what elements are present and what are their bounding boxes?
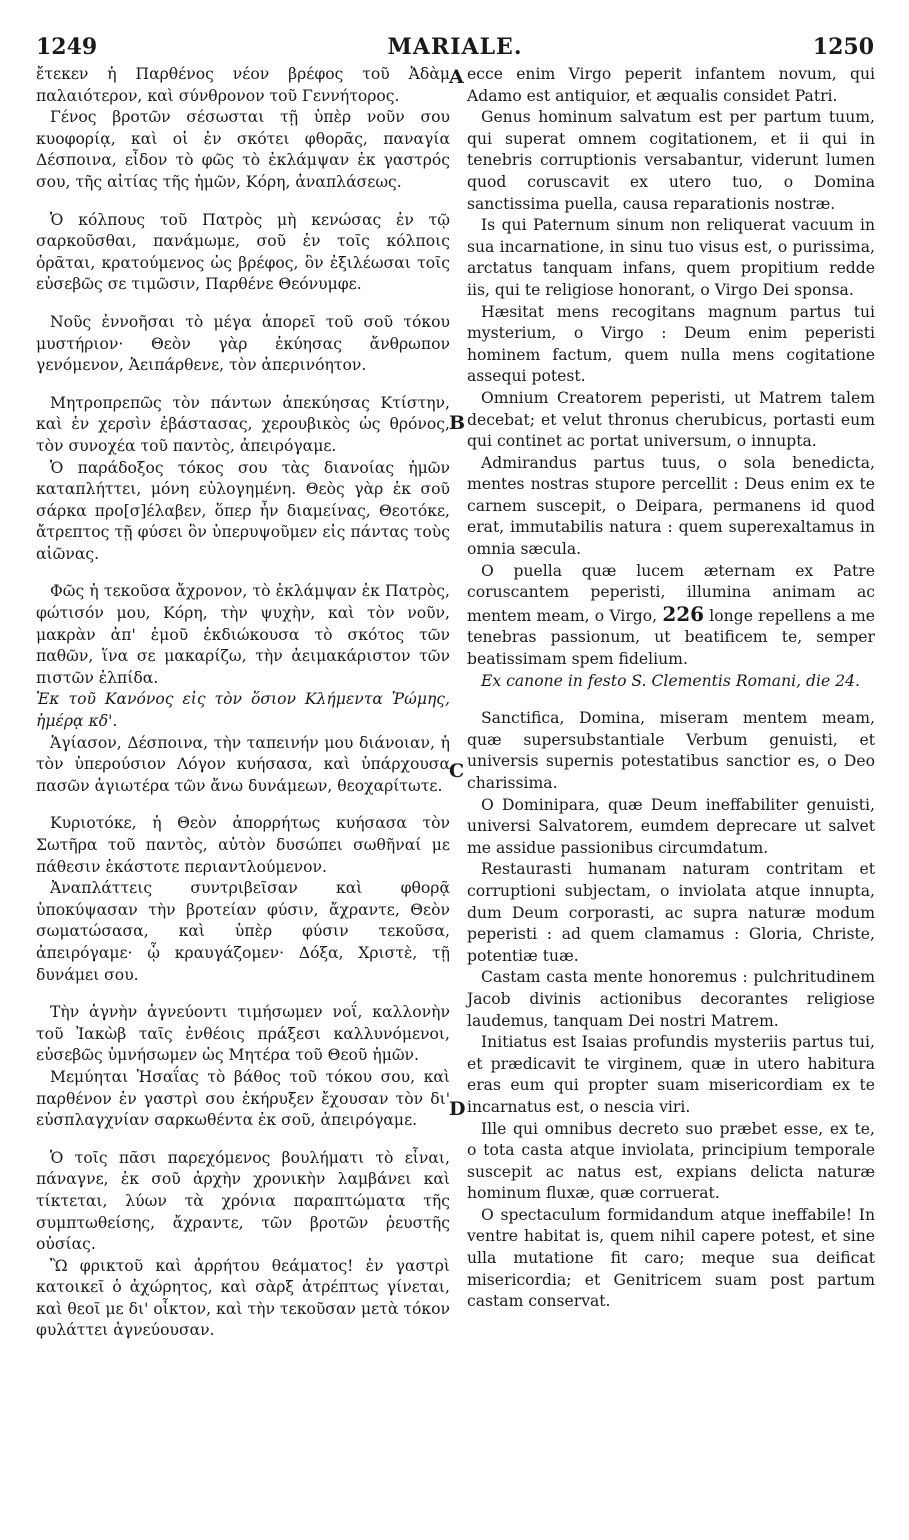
greek-paragraph: Νοῦς ἐννοῆσαι τὸ μέγα ἀπορεῖ τοῦ σοῦ τόκου μυστήριον· Θεὸν γὰρ ἐκύησας ἄνθρωπον γενόμενον, Ἀειπάρθενε, τὸν ἀπερινόητον. [36, 312, 450, 375]
margin-letter-a: A [449, 66, 464, 88]
latin-paragraph: Admirandus partus tuus, o sola benedicta, mentes nostras stupore percellit : Deus enim ex te carnem suscepit, o Deipara, permanens id quod erat, immutabilis natura : quem superexaltamus in omnia sæcula. [467, 453, 875, 559]
latin-paragraph: ecce enim Virgo peperit infantem novum, qui Adamo est antiquior, et æqualis considet Patri. [467, 65, 875, 105]
latin-paragraph-part: longe repellens a me tenebras passionum, ut beatificem te, semper beatissimam spem fidelium. [467, 606, 875, 669]
latin-paragraph: Ille qui omnibus decreto suo præbet esse, ex te, o tota casta atque inviolata, principium temporale suscepit ac natus est, expians delicta naturæ hominum fluxæ, quæ corruerat. [467, 1119, 875, 1203]
latin-paragraph: Genus hominum salvatum est per partum tuum, qui superat omnem cogitationem, et ii qui in tenebris corruptionis versabantur, viderunt lumen quod coruscavit ex utero tuo, o Domina sanctissima puella, causa reparationis nostræ. [467, 108, 875, 213]
greek-paragraph: Μητροπρεπῶς τὸν πάντων ἀπεκύησας Κτίστην, καὶ ἐν χερσὶν ἐβάστασας, χερουβικὸς ὡς θρόνος, τὸν συνοχέα τοῦ παντὸς, ἀπειρόγαμε. [36, 393, 450, 455]
right-page-number: 1250 [812, 34, 874, 60]
latin-paragraph: O spectaculum formidandum atque ineffabile! In ventre habitat is, quem nihil capere potest, et sine ulla mutatione fit caro; meque sua deificat misericordia; et Genitricem suam post partum castam conservat. [467, 1205, 875, 1311]
margin-letter-c: C [449, 760, 465, 782]
page-header [36, 34, 874, 64]
greek-paragraph: Ὢ φρικτοῦ καὶ ἀρρήτου θεάματος! ἐν γαστρὶ κατοικεῖ ὁ ἀχώρητος, καὶ σὰρξ ἀτρέπτως γίνεται, καὶ θεοῖ με δι' οἶκτον, καὶ τὴν τεκοῦσαν μετὰ τόκον φυλάττει ἁγνεύουσαν. [36, 1256, 450, 1340]
latin-paragraph-part: O puella quæ lucem æternam ex Patre coruscantem peperisti, illumina animam ac mentem meam, o Virgo, [467, 561, 875, 625]
running-title: MARIALE. [387, 34, 523, 60]
greek-paragraph: ἔτεκεν ἡ Παρθένος νέον βρέφος τοῦ Ἀδὰμ παλαιότερον, καὶ σύνθρονον τοῦ Γεννήτορος. [36, 65, 450, 105]
latin-column [467, 64, 875, 1313]
latin-paragraph: Omnium Creatorem peperisti, ut Matrem talem decebat; et velut thronus cherubicus, portasti eum qui continet ac portat universum, o innupta. [467, 388, 875, 451]
latin-paragraph: Sanctifica, Domina, miseram mentem meam, quæ supersubstantiale Verbum genuisti, et universis supernis potestatibus sanctior es, o Deo charissima. [467, 709, 875, 792]
greek-paragraph: Φῶς ἡ τεκοῦσα ἄχρονον, τὸ ἐκλάμψαν ἐκ Πατρὸς, φώτισόν μου, Κόρη, τὴν ψυχὴν, καὶ τὸν νοῦν, μακρὰν ἀπ' ἐμοῦ ἐκδιώκουσα τὸ σκότος τῶν παθῶν, ἵνα σε μακαρίζω, τὴν ἀειμακάριστον τῶν πιστῶν ἐλπίδα. [36, 582, 450, 687]
greek-paragraph: Γένος βροτῶν σέσωσται τῇ ὑπὲρ νοῦν σου κυοφορίᾳ, καὶ οἱ ἐν σκότει φθορᾶς, παναγία Δέσποινα, εἶδον τὸ φῶς τὸ ἐκλάμψαν ἐκ γαστρός σου, τῆς αἰτίας τῆς ἡμῶν, Κόρη, ἀναπλάσεως. [36, 108, 450, 191]
greek-paragraph: Ἁγίασον, Δέσποινα, τὴν ταπεινήν μου διάνοιαν, ἡ τὸν ὑπερούσιον Λόγον κυήσασα, καὶ ὑπάρχουσα πασῶν ἁγιωτέρα τῶν ἄνω δυνάμεων, θεοχαρίτωτε. [36, 733, 450, 795]
greek-paragraph: Τὴν ἁγνὴν ἁγνεύοντι τιμήσωμεν νοΐ, καλλονὴν τοῦ Ἰακὼβ ταῖς ἐνθέοις πράξεσι καλλυνόμενοι, εὐσεβῶς ὑμνήσωμεν ὡς Μητέρα τοῦ Θεοῦ ἡμῶν. [36, 1003, 450, 1065]
greek-paragraph: Ἀναπλάττεις συντριβεῖσαν καὶ φθορᾷ ὑποκύψασαν τὴν βροτείαν φύσιν, ἄχραντε, Θεὸν σωματώσασα, καὶ ὑπὲρ φύσιν τεκοῦσα, ἀπειρόγαμε· ᾧ κραυγάζομεν· Δόξα, Χριστὲ, τῇ δυνάμει σου. [36, 879, 450, 984]
margin-letter-d: D [449, 1098, 466, 1120]
left-page-number: 1249 [36, 34, 98, 60]
latin-paragraph: Restaurasti humanam naturam contritam et corruptioni subjectam, o inviolata atque innupta, dum Deum corporasti, ac supra naturæ modum peperisti : ad quem clamamus : Gloria, Christe, potentiæ tuæ. [467, 860, 875, 965]
latin-paragraph: Initiatus est Isaias profundis mysteriis partus tui, et prædicavit te virginem, quæ in utero habitura eras eum qui propter suam misericordiam ex te incarnatus est, o nescia viri. [467, 1033, 875, 1116]
greek-column [36, 64, 450, 1342]
latin-paragraph: Castam casta mente honoremus : pulchritudinem Jacob divinis actionibus decorantes religiose laudemus, tanquam Dei nostri Matrem. [467, 968, 875, 1030]
latin-paragraph: Is qui Paternum sinum non reliquerat vacuum in sua incarnatione, in sinu tuo visus est, o purissima, arctatus tanquam infans, quem propitium redde iis, qui te religiose honorant, o Virgo Dei sponsa. [467, 216, 875, 299]
latin-paragraph: Hæsitat mens recogitans magnum partus tui mysterium, o Virgo : Deum enim peperisti hominem factum, quem nulla mens cogitatione assequi potest. [467, 302, 875, 386]
greek-section-heading: Ἐκ τοῦ Κανόνος εἰς τὸν ὅσιον Κλήμεντα Ῥώμης, ἡμέρᾳ κδ'. [36, 690, 450, 731]
greek-paragraph: Ὁ τοῖς πᾶσι παρεχόμενος βουλήματι τὸ εἶναι, πάναγνε, ἐκ σοῦ ἀρχὴν χρονικὴν λαμβάνει καὶ τίκτεται, λύων τὰ χρόνια παραπτώματα τῆς συμπτωθείσης, ἄχραντε, τῶν βροτῶν ῥευστῆς οὐσίας. [36, 1148, 450, 1254]
latin-section-heading: Ex canone in festo S. Clementis Romani, die 24. [481, 671, 860, 690]
greek-paragraph: Ὁ κόλπους τοῦ Πατρὸς μὴ κενώσας ἐν τῷ σαρκοῦσθαι, πανάμωμε, σοῦ ἐν τοῖς κόλποις ὁρᾶται, κρατούμενος ὡς βρέφος, ὃν ἐξιλέωσαι τοῖς εὐσεβῶς σε τιμῶσιν, Παρθένε Θεόνυμφε. [36, 210, 450, 294]
greek-paragraph: Κυριοτόκε, ἡ Θεὸν ἀπορρήτως κυήσασα τὸν Σωτῆρα τοῦ παντὸς, αὐτὸν δυσώπει σωθῆναί με πάθεσιν ἑκάστοτε περιαντλούμενον. [36, 814, 450, 876]
column-number: 226 [662, 601, 705, 626]
greek-paragraph: Μεμύηται Ἡσαΐας τὸ βάθος τοῦ τόκου σου, καὶ παρθένον ἐν γαστρὶ σου ἐκήρυξεν ἔχουσαν τὸν δι' εὐσπλαγχνίαν σαρκωθέντα ἐκ σοῦ, ἀπειρόγαμε. [36, 1067, 450, 1130]
greek-paragraph: Ὁ παράδοξος τόκος σου τὰς διανοίας ἡμῶν καταπλήττει, μόνη εὐλογημένη. Θεὸς γὰρ ἐκ σοῦ σάρκα προ[σ]έλαβεν, ὅπερ ἦν διαμείνας, Θεοτόκε, ἄτρεπτος τῇ φύσει ὃν ὑπερυψοῦμεν εἰς πάντας τοὺς αἰῶνας. [36, 458, 450, 563]
margin-letter-b: B [449, 412, 466, 434]
latin-paragraph [467, 561, 875, 671]
latin-paragraph: O Dominipara, quæ Deum ineffabiliter genuisti, universi Salvatorem, eumdem deprecare ut salvet me assidue passionibus circumdatum. [467, 795, 875, 857]
